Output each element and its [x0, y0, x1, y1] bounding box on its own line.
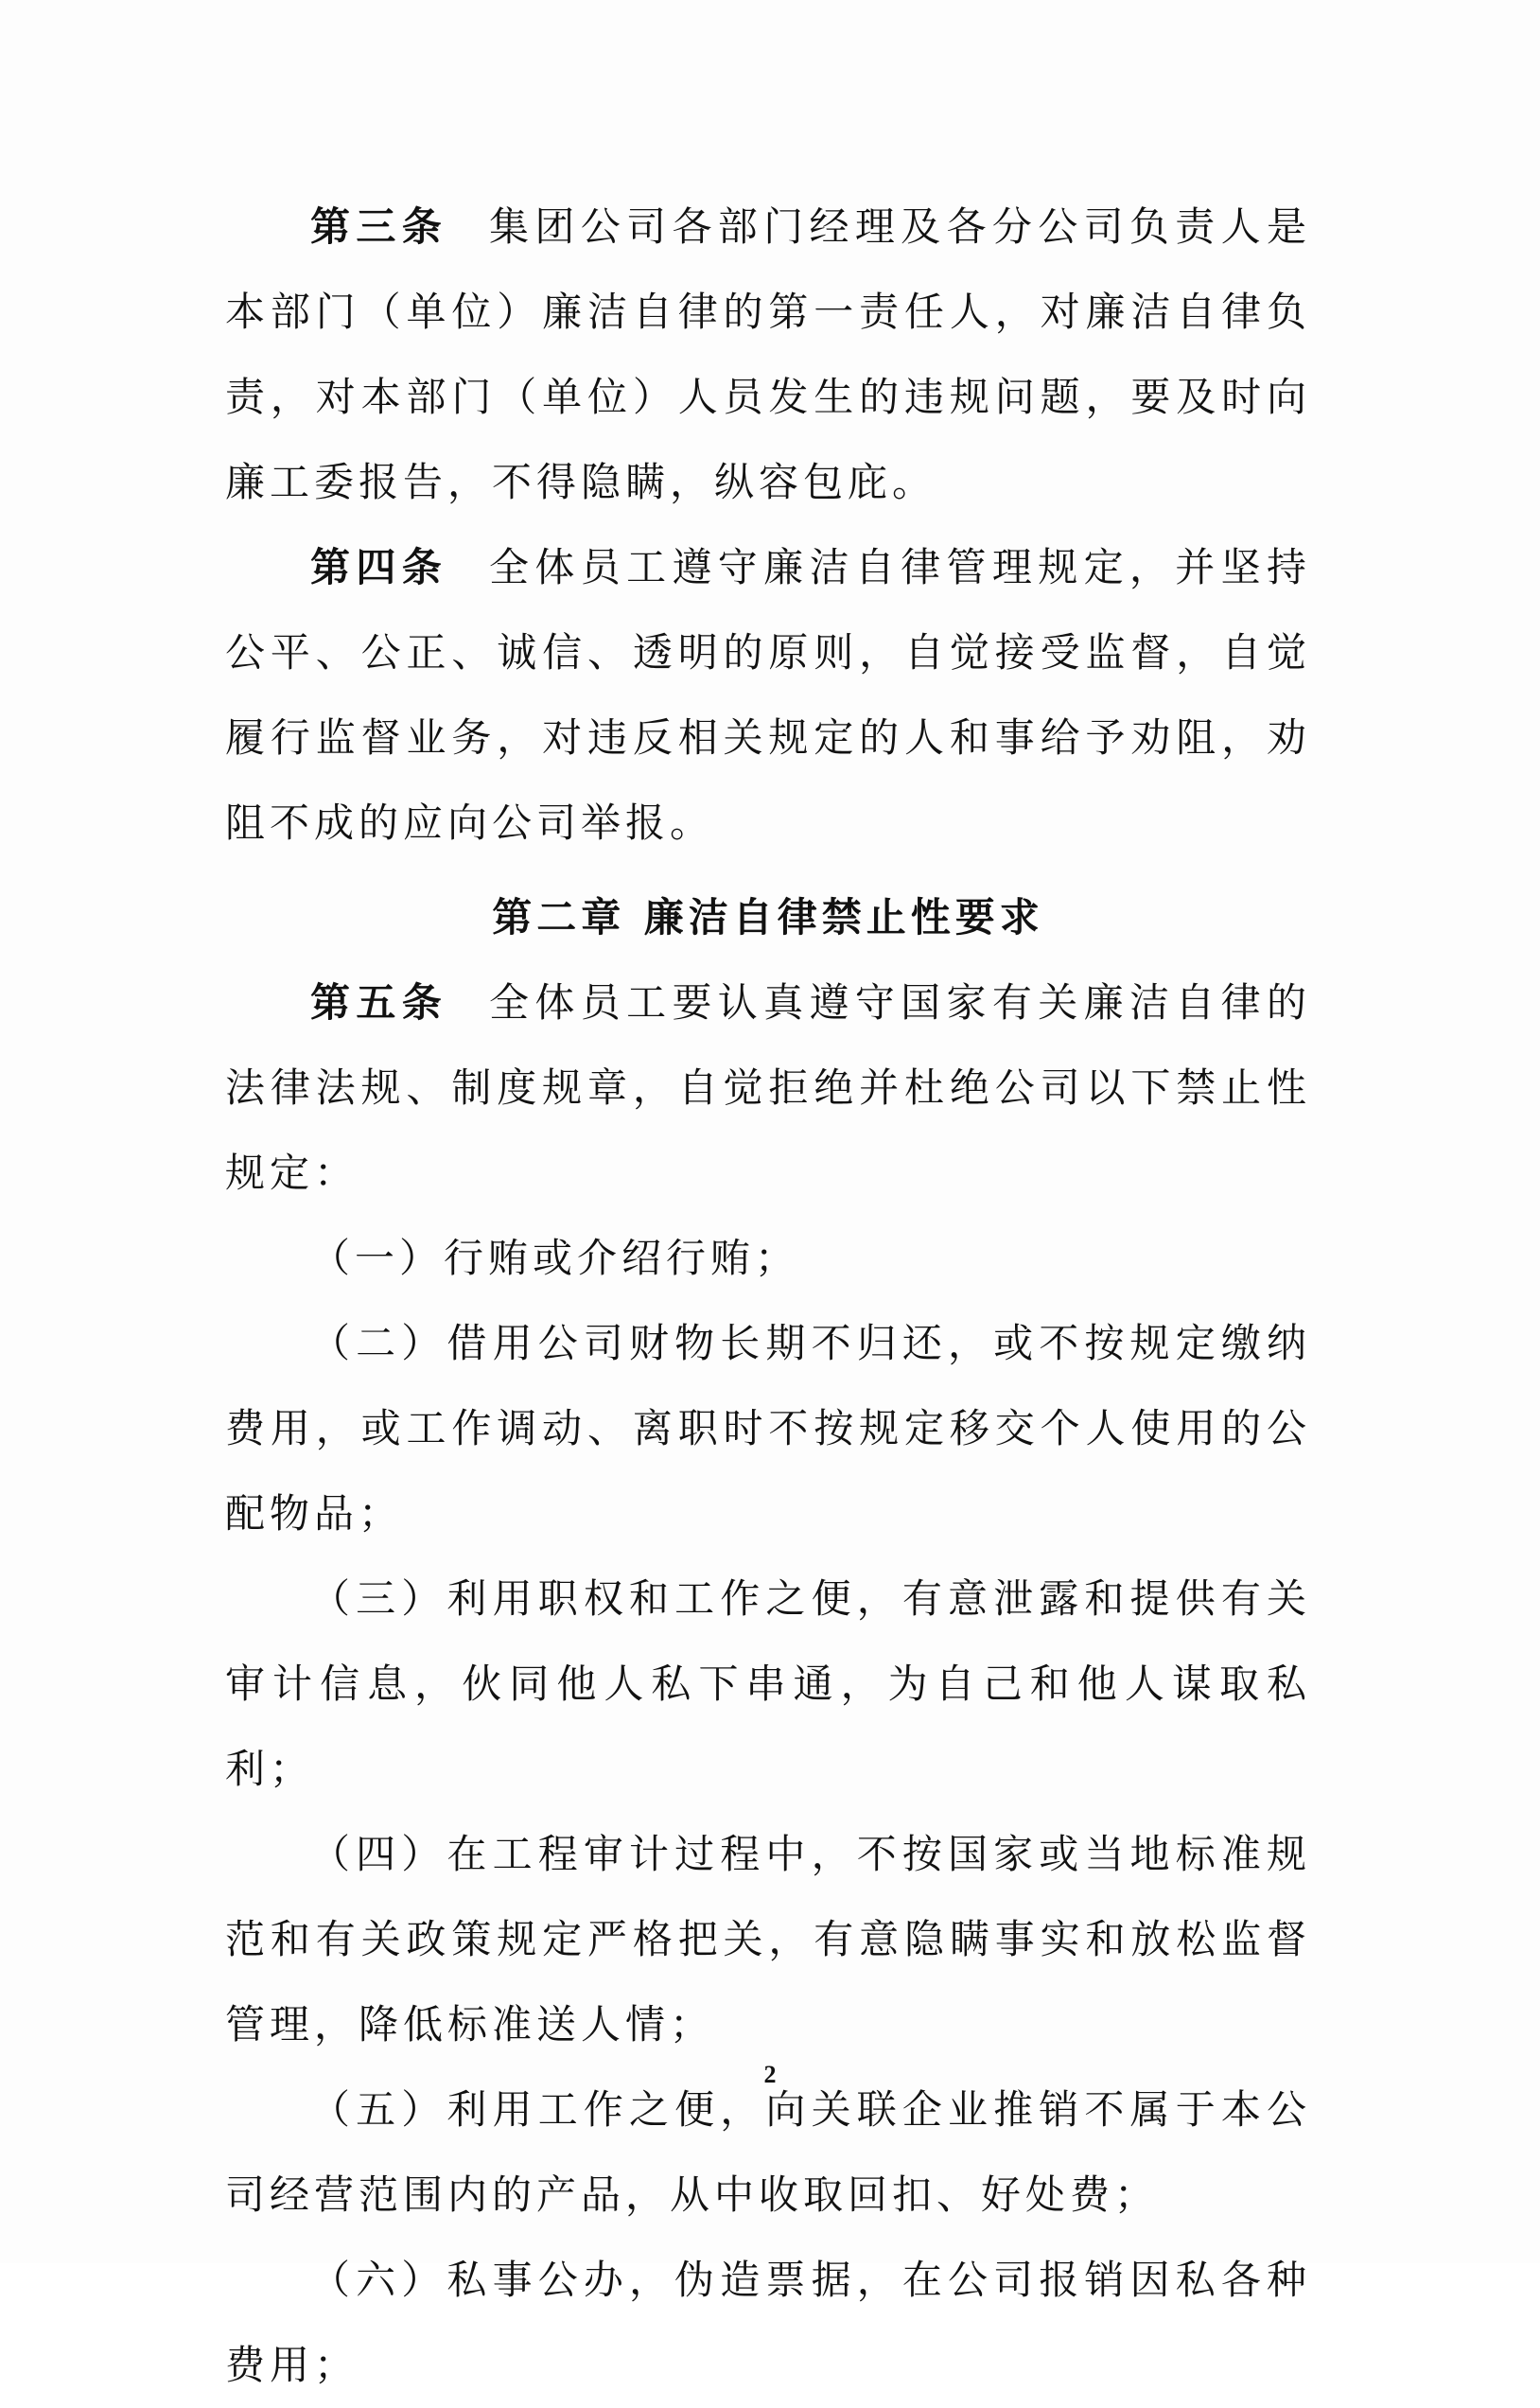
list-item-6: （六）私事公办，伪造票据，在公司报销因私各种费用；: [225, 2257, 1311, 2388]
article-4-label: 第四条: [310, 544, 448, 590]
article-3: [225, 185, 1311, 525]
article-3-label: 第三条: [310, 203, 448, 250]
article-5: [225, 960, 1311, 1216]
article-4-text: 全体员工遵守廉洁自律管理规定，并坚持公平、公正、诚信、透明的原则，自觉接受监督，自觉履行监督业务，对违反相关规定的人和事给予劝阻，劝阻不成的应向公司举报。: [225, 544, 1311, 846]
list-item-1: （一）行贿或介绍行贿；: [310, 1235, 800, 1281]
page-number: 2: [763, 2061, 777, 2088]
article-4: [225, 525, 1311, 866]
list-item-4: （四）在工程审计过程中，不按国家或当地标准规范和有关政策规定严格把关，有意隐瞒事实和放松监督管理，降低标准送人情；: [225, 1831, 1311, 2048]
list-item-3: （三）利用职权和工作之便，有意泄露和提供有关审计信息，伙同他人私下串通，为自己和他人谋取私利；: [225, 1575, 1311, 1792]
article-5-text: 全体员工要认真遵守国家有关廉洁自律的法律法规、制度规章，自觉拒绝并杜绝公司以下禁止性规定：: [225, 979, 1311, 1196]
article-3-text: 集团公司各部门经理及各分公司负责人是本部门（单位）廉洁自律的第一责任人，对廉洁自律负责，对本部门（单位）人员发生的违规问题，要及时向廉工委报告，不得隐瞒，纵容包庇。: [225, 203, 1311, 505]
article-5-label: 第五条: [310, 979, 448, 1026]
list-item-5: （五）利用工作之便，向关联企业推销不属于本公司经营范围内的产品，从中收取回扣、好处费；: [225, 2086, 1311, 2218]
chapter-title: 第二章 廉洁自律禁止性要求: [492, 894, 1044, 940]
list-item-2: （二）借用公司财物长期不归还，或不按规定缴纳费用，或工作调动、离职时不按规定移交个人使用的公配物品；: [225, 1320, 1311, 1537]
